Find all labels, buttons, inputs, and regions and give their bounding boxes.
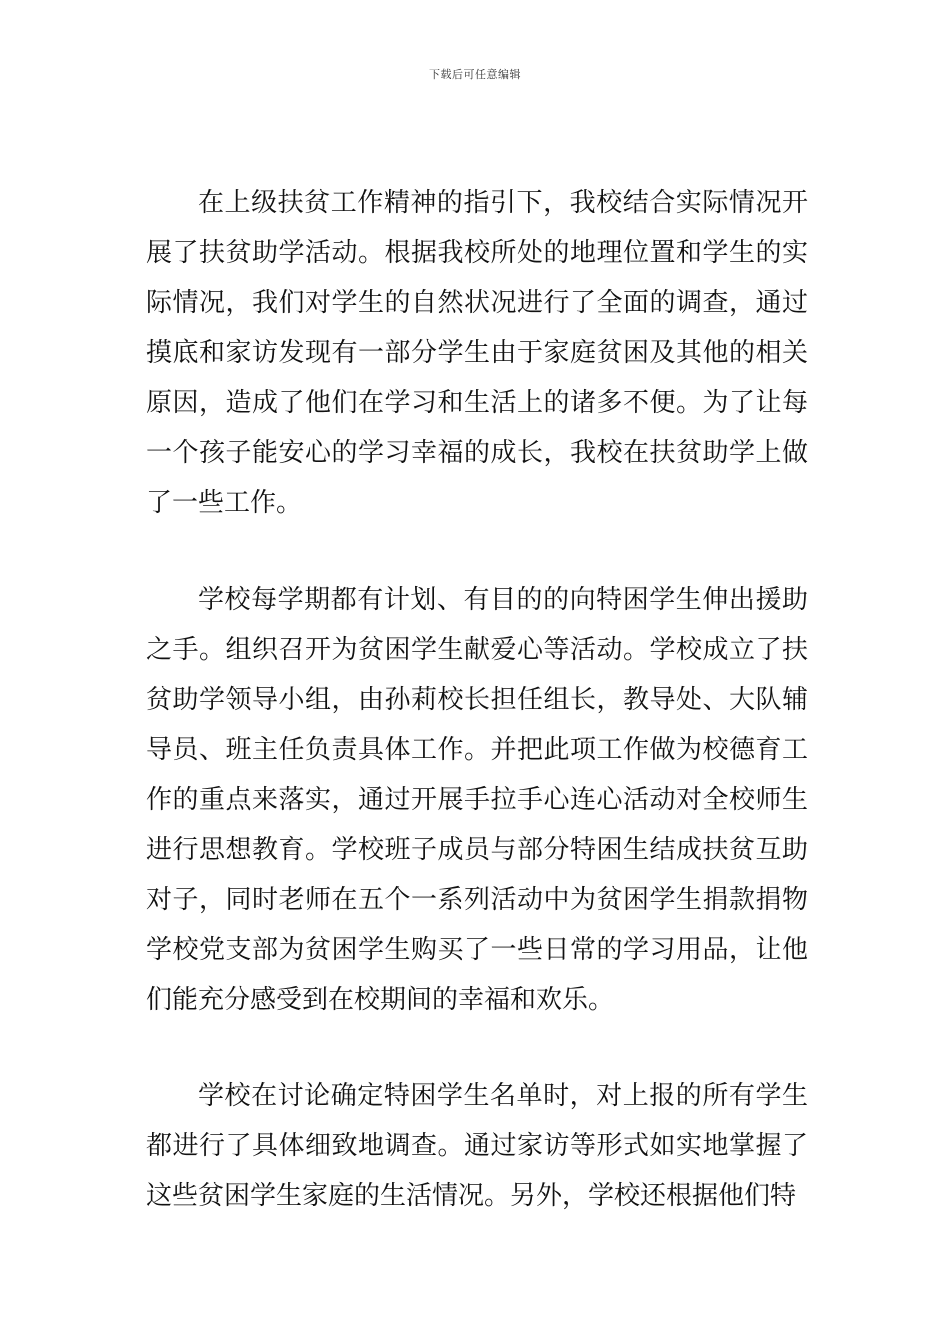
body-paragraph: 学校每学期都有计划、有目的的向特困学生伸出援助之手。组织召开为贫困学生献爱心等活动。学校成立了扶贫助学领导小组，由孙莉校长担任组长，教导处、大队辅导员、班主任负责具体工作。并把此项工作做为校德育工作的重点来落实，通过开展手拉手心连心活动对全校师生进行思想教育。学校班子成员与部分特困生结成扶贫互助对子，同时老师在五个一系列活动中为贫困学生捐款捐物学校党支部为贫困学生购买了一些日常的学习用品，让他们能充分感受到在校期间的幸福和欢乐。 bbox=[146, 585, 808, 1015]
header-note: 下载后可任意编辑 bbox=[429, 68, 521, 81]
body-paragraph: 在上级扶贫工作精神的指引下，我校结合实际情况开展了扶贫助学活动。根据我校所处的地理位置和学生的实际情况，我们对学生的自然状况进行了全面的调查，通过摸底和家访发现有一部分学生由于家庭贫困及其他的相关原因，造成了他们在学习和生活上的诸多不便。为了让每一个孩子能安心的学习幸福的成长，我校在扶贫助学上做了一些工作。 bbox=[146, 188, 808, 518]
body-paragraph: 学校在讨论确定特困学生名单时，对上报的所有学生都进行了具体细致地调查。通过家访等形式如实地掌握了这些贫困学生家庭的生活情况。另外，学校还根据他们特 bbox=[146, 1081, 808, 1211]
